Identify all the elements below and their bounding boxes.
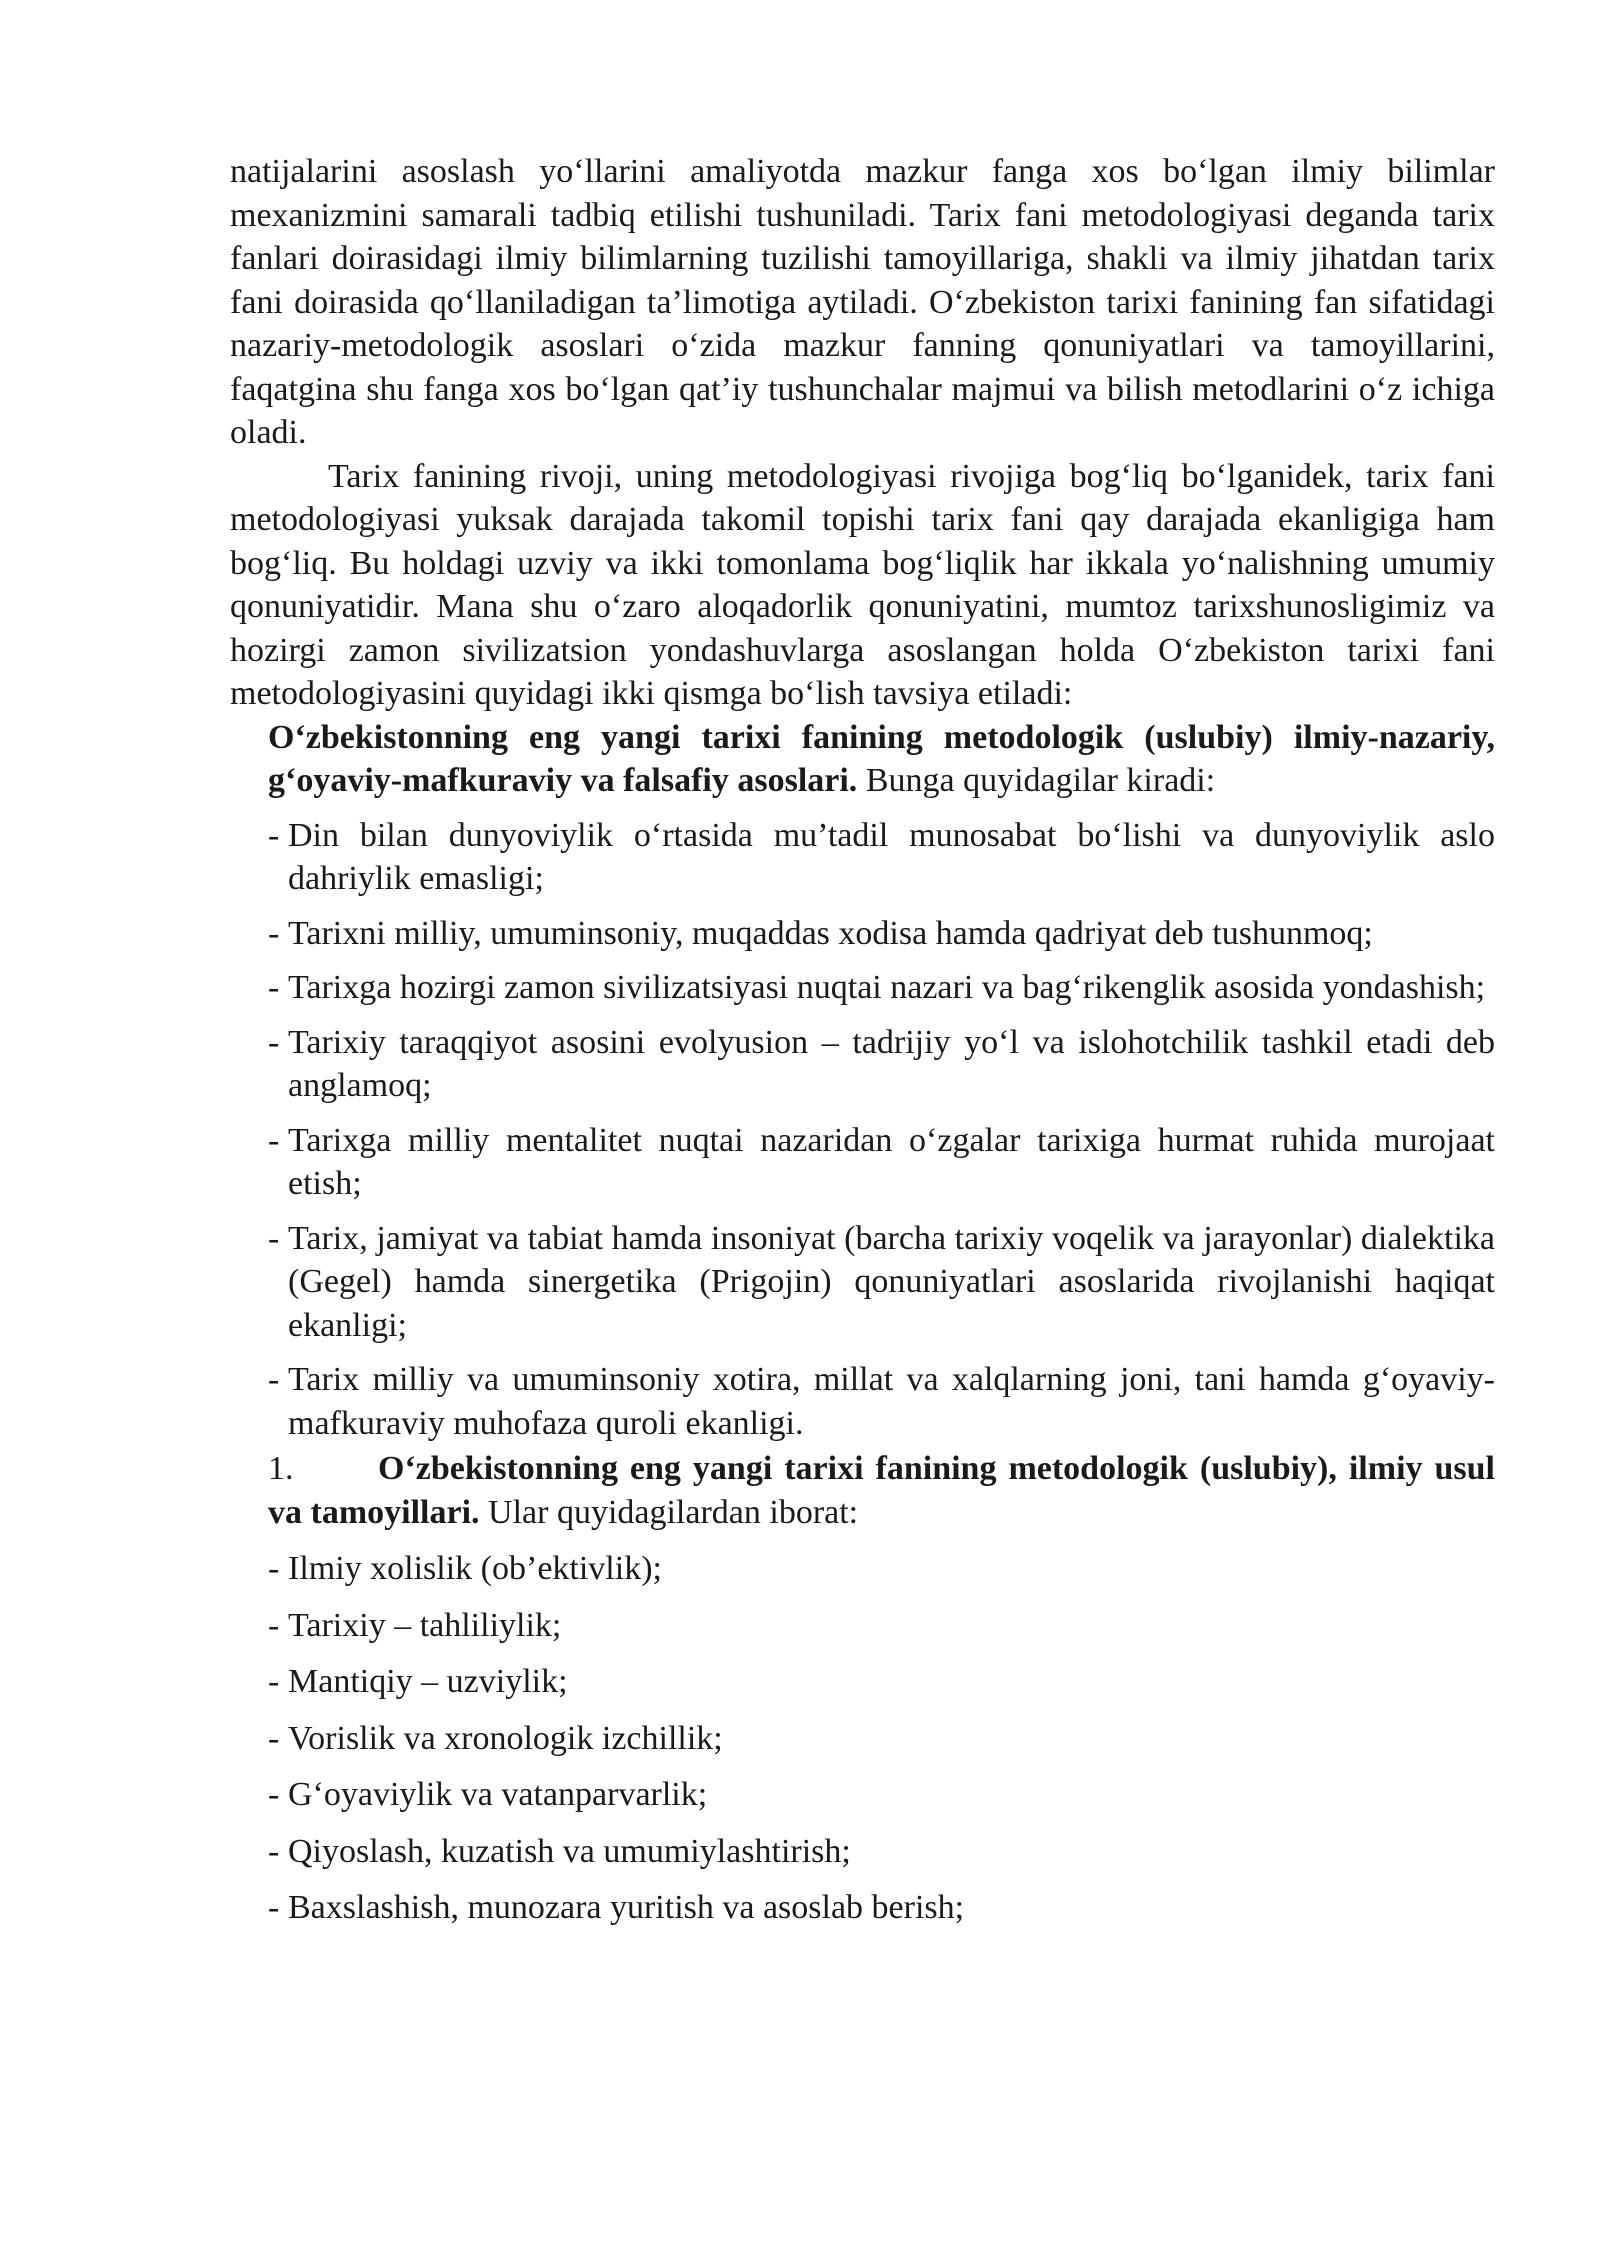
dash-bullet-icon: -: [268, 1121, 280, 1159]
list-item-text: G‘oyaviylik va vatanparvarlik;: [288, 1776, 708, 1813]
document-page: [230, 150, 1495, 1930]
section-heading-foundations-rest: Bunga quyidagilar kiradi:: [857, 762, 1216, 799]
list-item: [230, 966, 1495, 1010]
dash-bullet-icon: -: [268, 1889, 280, 1926]
list-item: [230, 1886, 1495, 1930]
list-item-text: Tarix, jamiyat va tabiat hamda insoniyat (barcha tarixiy voqelik va jarayonlar) dialektika (Gegel) hamda sinergetika (Prigojin) qonuniyatlari asoslarida rivojlanishi haqiqat ekanligi;: [288, 1219, 1495, 1344]
section-heading-foundations-bold: O‘zbekistonning eng yangi tarixi fanining metodologik (uslubiy) ilmiy-nazariy, g‘oyaviy-mafkuraviy va falsafiy asoslari.: [268, 718, 1495, 799]
dash-bullet-icon: -: [268, 1719, 280, 1757]
dash-bullet-icon: -: [268, 1776, 280, 1813]
section-heading-principles-bold: O‘zbekistonning eng yangi tarixi fanining metodologik (uslubiy), ilmiy usul va tamoyillari.: [268, 1450, 1495, 1531]
list-item: [230, 814, 1495, 901]
list-item-text: Tarixga hozirgi zamon sivilizatsiyasi nuqtai nazari va bag‘rikenglik asosida yondashish;: [288, 969, 1486, 1006]
section-heading-foundations: [230, 716, 1495, 803]
section-heading-principles: [230, 1447, 1495, 1534]
principles-list: [230, 1547, 1495, 1930]
list-item-text: Tarix milliy va umuminsoniy xotira, millat va xalqlarning joni, tani hamda g‘oyaviy-mafkuraviy muhofaza quroli ekanligi.: [288, 1361, 1495, 1442]
paragraph-intro: natijalarini asoslash yo‘llarini amaliyotda mazkur fanga xos bo‘lgan ilmiy bilimlar mexanizmini samarali tadbiq etilishi tushuniladi. Tarix fani metodologiyasi deganda tarix fanlari doirasidagi ilmiy bilimlarning tuzilishi tamoyillariga, shakli va ilmiy jihatdan tarix fani doirasida qo‘llaniladigan ta’limotiga aytiladi. O‘zbekiston tarixi fanining fan sifatidagi nazariy-metodologik asoslari o‘zida mazkur fanning qonuniyatlari va tamoyillarini, faqatgina shu fanga xos bo‘lgan qat’iy tushunchalar majmui va bilish metodlarini o‘z ichiga oladi.: [230, 153, 1495, 451]
list-item-text: Tarixiy – tahliliylik;: [288, 1606, 562, 1644]
list-item: [230, 1830, 1495, 1874]
list-item-text: Baxslashish, munozara yuritish va asoslab berish;: [288, 1889, 965, 1926]
dash-bullet-icon: -: [268, 969, 280, 1006]
paragraph-methodology: Tarix fanining rivoji, uning metodologiyasi rivojiga bog‘liq bo‘lganidek, tarix fani metodologiyasi yuksak darajada takomil topishi tarix fani qay darajada ekanligiga ham bog‘liq. Bu holdagi uzviy va ikki tomonlama bog‘liqlik har ikkala yo‘nalishning umumiy qonuniyatidir. Mana shu o‘zaro aloqadorlik qonuniyatini, mumtoz tarixshunosligimiz va hozirgi zamon sivilizatsion yondashuvlarga asoslangan holda O‘zbekiston tarixi fani metodologiyasini quyidagi ikki qismga bo‘lish tavsiya etiladi:: [230, 457, 1495, 712]
dash-bullet-icon: -: [268, 816, 280, 854]
dash-bullet-icon: -: [268, 1606, 280, 1644]
list-item: [230, 1660, 1495, 1704]
list-item: [230, 1773, 1495, 1817]
list-item: [230, 1547, 1495, 1591]
dash-bullet-icon: -: [268, 1832, 280, 1870]
list-item-text: Ilmiy xolislik (ob’ektivlik);: [288, 1550, 662, 1587]
foundations-list: [230, 814, 1495, 1446]
list-item: [230, 1717, 1495, 1761]
list-item-text: Qiyoslash, kuzatish va umumiylashtirish;: [288, 1832, 851, 1870]
list-item-text: Tarixiy taraqqiyot asosini evolyusion – tadrijiy yo‘l va islohotchilik tashkil etadi deb anglamoq;: [288, 1023, 1495, 1104]
list-item: [230, 1604, 1495, 1648]
list-item: [230, 912, 1495, 956]
list-item: [230, 1021, 1495, 1108]
dash-bullet-icon: -: [268, 1219, 280, 1257]
list-item-text: Tarixni milliy, umuminsoniy, muqaddas xodisa hamda qadriyat deb tushunmoq;: [288, 914, 1373, 952]
list-item: [230, 1217, 1495, 1348]
dash-bullet-icon: -: [268, 1023, 280, 1061]
list-item-text: Vorislik va xronologik izchillik;: [288, 1719, 723, 1757]
list-item: [230, 1119, 1495, 1206]
section-number: 1.: [268, 1450, 294, 1487]
list-item: [230, 1358, 1495, 1445]
dash-bullet-icon: -: [268, 1663, 280, 1700]
dash-bullet-icon: -: [268, 1550, 280, 1587]
list-item-text: Din bilan dunyoviylik o‘rtasida mu’tadil munosabat bo‘lishi va dunyoviylik aslo dahriylik emasligi;: [288, 816, 1495, 897]
dash-bullet-icon: -: [268, 914, 280, 952]
dash-bullet-icon: -: [268, 1361, 280, 1398]
list-item-text: Mantiqiy – uzviylik;: [288, 1663, 568, 1700]
list-item-text: Tarixga milliy mentalitet nuqtai nazaridan o‘zgalar tarixiga hurmat ruhida murojaat etish;: [288, 1121, 1495, 1202]
section-heading-principles-rest: Ular quyidagilardan iborat:: [479, 1493, 859, 1531]
